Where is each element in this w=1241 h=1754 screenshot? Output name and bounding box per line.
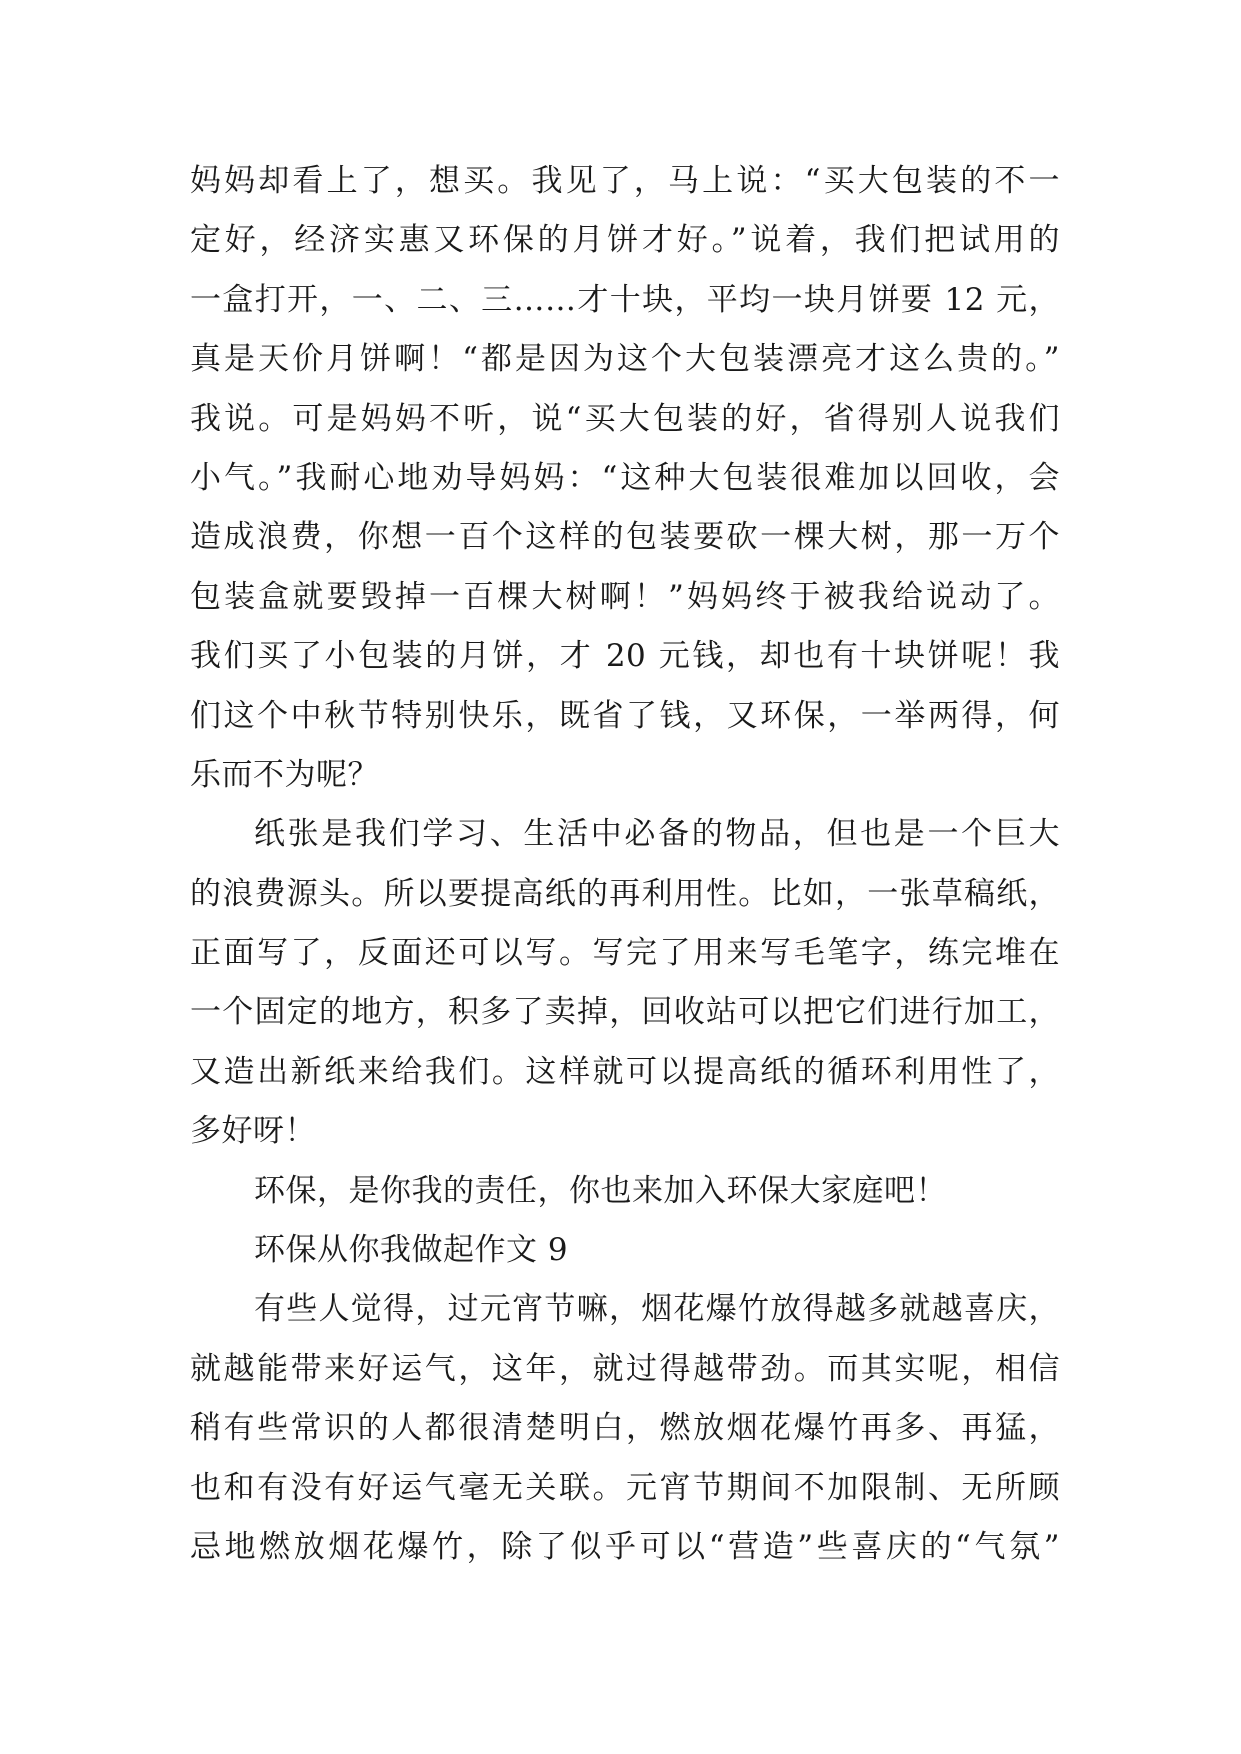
text-line: 也和有没有好运气毫无关联。元宵节期间不加限制、无所顾 (190, 1469, 1060, 1506)
text-line: 包装盒就要毁掉一百棵大树啊！”妈妈终于被我给说动了。 (190, 578, 1060, 615)
document-body (190, 152, 1060, 1577)
text-line: 多好呀！ (190, 1113, 316, 1150)
paragraph-first-line: 环保，是你我的责任，你也来加入环保大家庭吧！ (254, 1172, 947, 1209)
text-line: 乐而不为呢？ (190, 756, 379, 793)
text-line: 又造出新纸来给我们。这样就可以提高纸的循环利用性了， (190, 1053, 1060, 1090)
text-line: 我说。可是妈妈不听，说“买大包装的好，省得别人说我们 (190, 400, 1060, 437)
text-line: 我们买了小包装的月饼，才 20 元钱，却也有十块饼呢！我 (190, 638, 1060, 675)
section-heading: 环保从你我做起作文 9 (254, 1232, 569, 1269)
text-line: 一盒打开，一、二、三……才十块，平均一块月饼要 12 元， (190, 281, 1060, 318)
text-line: 小气。”我耐心地劝导妈妈：“这种大包装很难加以回收，会 (190, 459, 1060, 496)
paragraph-first-line: 有些人觉得，过元宵节嘛，烟花爆竹放得越多就越喜庆， (254, 1291, 1060, 1328)
text-line: 一个固定的地方，积多了卖掉，回收站可以把它们进行加工， (190, 994, 1060, 1031)
text-line: 就越能带来好运气，这年，就过得越带劲。而其实呢，相信 (190, 1350, 1060, 1387)
text-line: 们这个中秋节特别快乐，既省了钱，又环保，一举两得，何 (190, 697, 1060, 734)
text-line: 的浪费源头。所以要提高纸的再利用性。比如，一张草稿纸， (190, 875, 1060, 912)
text-line: 真是天价月饼啊！“都是因为这个大包装漂亮才这么贵的。” (190, 341, 1060, 378)
paragraph-first-line: 纸张是我们学习、生活中必备的物品，但也是一个巨大 (254, 816, 1060, 853)
text-line: 稍有些常识的人都很清楚明白，燃放烟花爆竹再多、再猛， (190, 1410, 1060, 1447)
text-line: 定好，经济实惠又环保的月饼才好。”说着，我们把试用的 (190, 222, 1060, 259)
text-line: 妈妈却看上了，想买。我见了，马上说：“买大包装的不一 (190, 163, 1060, 199)
text-line: 忌地燃放烟花爆竹，除了似乎可以“营造”些喜庆的“气氛” (190, 1528, 1060, 1565)
text-line: 正面写了，反面还可以写。写完了用来写毛笔字，练完堆在 (190, 935, 1060, 972)
text-line: 造成浪费，你想一百个这样的包装要砍一棵大树，那一万个 (190, 519, 1060, 556)
